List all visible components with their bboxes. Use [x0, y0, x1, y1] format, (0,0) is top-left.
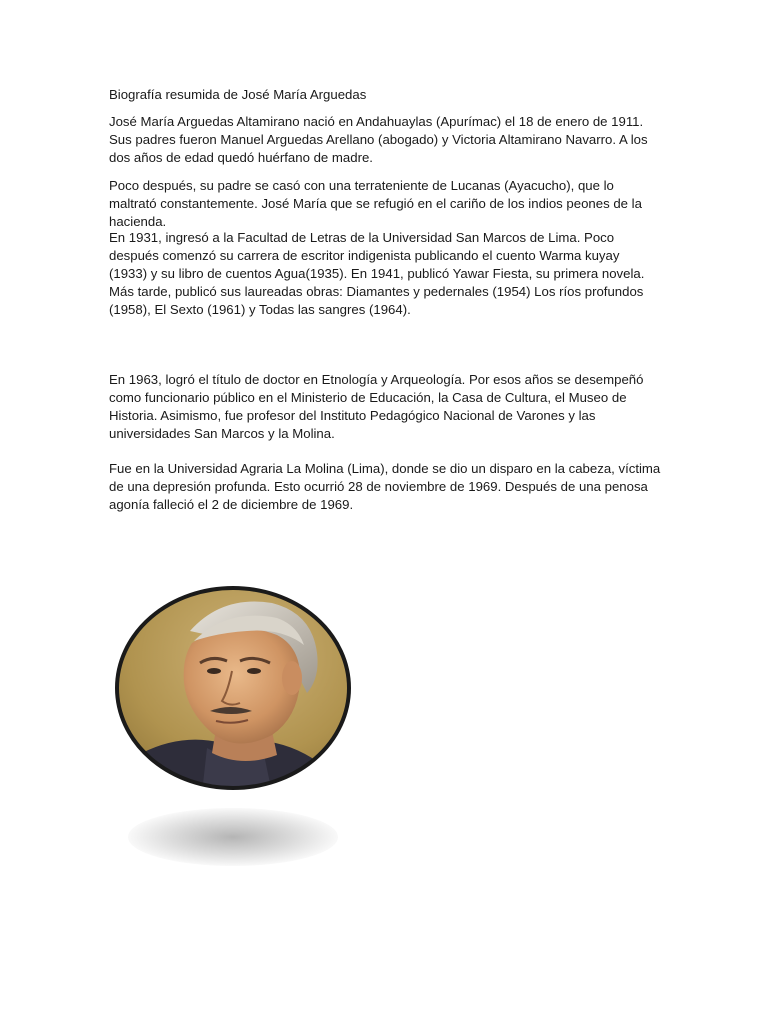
paragraph-text: En 1931, ingresó a la Facultad de Letras de la Universidad San Marcos de Lima. Poco después comenzó su carrera de escritor indigenista publicando el cuento Warma kuyay (1933) y su libro de cuentos Agua(1935). En 1941, publicó Yawar Fiesta, su primera novela. Más tarde, publicó sus laureadas obras: Diamantes y pedernales (1954) Los ríos profundos (1958), El Sexto (1961) y Todas las sangres (1964). — [109, 230, 645, 317]
paragraph-childhood — [109, 177, 661, 231]
paragraph-text: En 1963, logró el título de doctor en Etnología y Arqueología. Por esos años se desempeñó como funcionario público en el Ministerio de Educación, la Casa de Cultura, el Museo de Historia. Asimismo, fue profesor del Instituto Pedagógico Nacional de Varones y las universidades San Marcos y la Molina. — [109, 372, 644, 441]
paragraph-text: Fue en la Universidad Agraria La Molina (Lima), donde se dio un disparo en la cabeza, víctima de una depresión profunda. Esto ocurrió 28 de noviembre de 1969. Después de una penosa agonía falleció el 2 de diciembre de 1969. — [109, 461, 661, 512]
paragraph-text: Poco después, su padre se casó con una terrateniente de Lucanas (Ayacucho), que lo maltrató constantemente. José María que se refugió en el cariño de los indios peones de la hacienda. — [109, 178, 642, 229]
paragraph-text: José María Arguedas Altamirano nació en Andahuaylas (Apurímac) el 18 de enero de 1911. Sus padres fueron Manuel Arguedas Arellano (abogado) y Victoria Altamirano Navarro. A los dos años de edad quedó huérfano de madre. — [109, 114, 648, 165]
document-title-block — [109, 86, 661, 104]
paragraph-death — [109, 460, 661, 514]
paragraph-birth — [109, 113, 661, 167]
portrait-painting-icon — [112, 583, 354, 793]
portrait-shadow — [128, 808, 338, 866]
paragraph-career — [109, 229, 661, 319]
paragraph-doctorate — [109, 371, 661, 443]
document-title: Biografía resumida de José María Arguedas — [109, 87, 367, 102]
portrait-image — [112, 583, 354, 793]
